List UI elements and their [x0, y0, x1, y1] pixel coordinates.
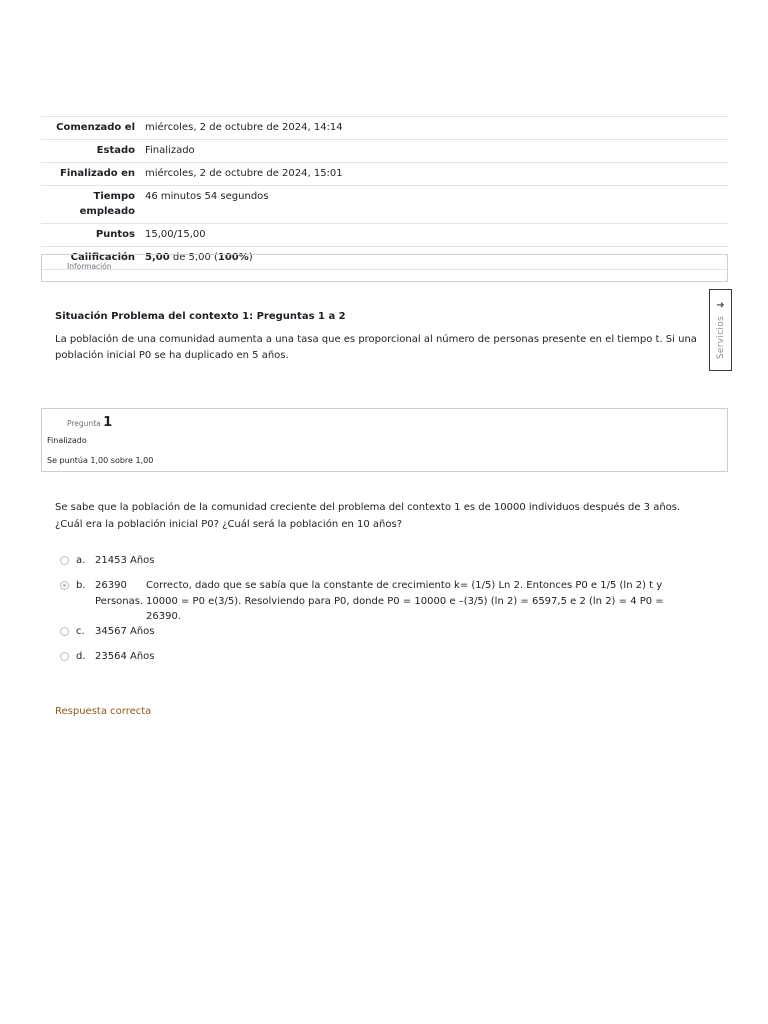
answer-option-b[interactable] — [60, 578, 686, 625]
summary-label: Puntos — [41, 224, 145, 247]
summary-value: Finalizado — [145, 140, 728, 163]
summary-value: miércoles, 2 de octubre de 2024, 15:01 — [145, 163, 728, 186]
context-text: La población de una comunidad aumenta a una tasa que es proporcional al número de personas presente en el tiempo t. Si una población inicial P0 se ha duplicado en 5 años. — [55, 334, 697, 361]
summary-label: Tiempo empleado — [41, 186, 145, 224]
summary-label: Calificación — [41, 247, 145, 270]
option-answer: 26390 Personas. — [95, 580, 144, 607]
question-info-box — [41, 408, 728, 472]
option-answer: 34567 Años — [95, 626, 155, 637]
summary-row-state — [41, 140, 728, 163]
services-drawer-toggle[interactable] — [709, 289, 732, 371]
summary-row-started — [41, 117, 728, 140]
option-letter: d. — [76, 651, 86, 662]
context-title: Situación Problema del contexto 1: Preguntas 1 a 2 — [55, 311, 346, 322]
radio-button[interactable] — [60, 652, 69, 661]
answer-option-c[interactable] — [60, 624, 155, 640]
option-letter: b. — [76, 580, 86, 591]
grade-end: ) — [248, 252, 253, 263]
question-text: Se sabe que la población de la comunidad creciente del problema del contexto 1 es de 10000 individuos después de 3 años. ¿Cuál era la población inicial P0? ¿Cuál será la población en 10 años? — [55, 502, 681, 530]
summary-value: 46 minutos 54 segundos — [145, 186, 728, 224]
summary-row-points — [41, 224, 728, 247]
option-answer: 23564 Años — [95, 651, 155, 662]
grade-score: 5,00 — [145, 252, 170, 263]
answer-option-a[interactable] — [60, 553, 155, 569]
radio-button[interactable] — [60, 556, 69, 565]
question-number-value: 1 — [103, 415, 113, 430]
answer-option-d[interactable] — [60, 649, 155, 665]
summary-row-time-taken — [41, 186, 728, 224]
radio-button-checked[interactable] — [60, 581, 69, 590]
option-letter: a. — [76, 555, 86, 566]
summary-value: 15,00/15,00 — [145, 224, 728, 247]
question-grade: Se puntúa 1,00 sobre 1,00 — [47, 456, 154, 465]
option-answer: 21453 Años — [95, 555, 155, 566]
radio-button[interactable] — [60, 627, 69, 636]
information-label: Información — [67, 262, 112, 271]
summary-label: Estado — [41, 140, 145, 163]
summary-label: Comenzado el — [41, 117, 145, 140]
grade-mid: de 5,00 ( — [169, 252, 218, 263]
services-label: Servicios — [715, 316, 726, 360]
arrow-right-icon: ➜ — [716, 300, 725, 311]
option-letter: c. — [76, 626, 85, 637]
summary-label: Finalizado en — [41, 163, 145, 186]
summary-row-finished — [41, 163, 728, 186]
quiz-summary-table — [41, 116, 728, 270]
question-number — [67, 415, 112, 430]
information-box — [41, 254, 728, 282]
option-feedback: Correcto, dado que se sabía que la constante de crecimiento k= (1/5) Ln 2. Entonces P0 e 1/5 (ln 2) t y 10000 = P0 e(3/5). Resolviendo para P0, donde P0 = 10000 e –(3/5) (ln 2) = 6597,5 e 2 (ln 2) = 4 P0 = 26390. — [146, 580, 664, 622]
question-prefix: Pregunta — [67, 419, 104, 428]
summary-value: miércoles, 2 de octubre de 2024, 14:14 — [145, 117, 728, 140]
question-state: Finalizado — [47, 436, 87, 445]
grade-percent: 100% — [217, 252, 249, 263]
right-answer-feedback: Respuesta correcta — [55, 706, 152, 717]
